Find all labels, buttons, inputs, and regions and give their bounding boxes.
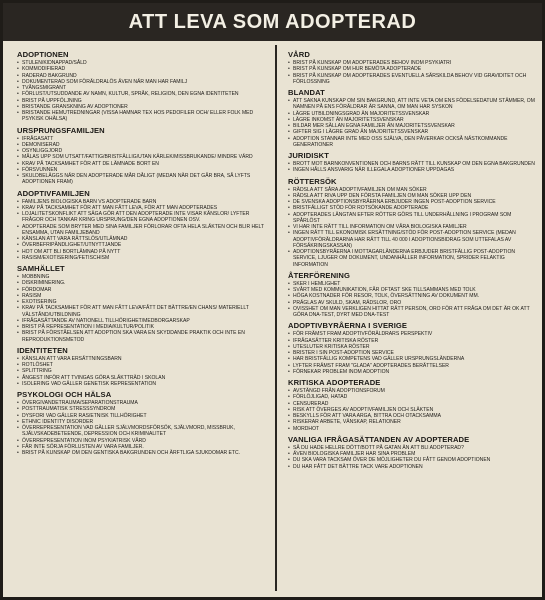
list-item: • FÖRDOMAR [17, 287, 269, 293]
list-item: • DU HAR FÅTT DET BÄTTRE TACK VARE ADOPTIONEN [288, 464, 536, 470]
section-samhallet [17, 264, 269, 343]
bullet-list [288, 331, 536, 375]
list-item: • UTESLUTER KRITISKA RÖSTER [288, 344, 536, 350]
list-item: • IFRÅGASATT [17, 136, 269, 142]
list-item: • FÖRNEKAR PROBLEM INOM ADOPTION [288, 369, 536, 375]
bullet-list [288, 161, 536, 174]
list-item: • BRIST PÅ KUNSKAP OM HUR BEMÖTA ADOPTERADE [288, 66, 536, 72]
list-item: • ETHNIC IDENTITY DISORDER [17, 419, 269, 425]
section-adoptionen [17, 50, 269, 123]
list-item: • DU SKA VARA TACKSAM ÖVER DE MÖJLIGHETER DU FÅTT GENOM ADOPTIONEN [288, 457, 536, 463]
list-item: • HAR BRISTFÄLLIG KOMPETENS VAD GÄLLER URSPRUNGSLÄNDERNA [288, 356, 536, 362]
list-item: • FÖRLÖJLIGAD, HATAD [288, 394, 536, 400]
bullet-list [17, 274, 269, 343]
list-item: • FÅR INTE SÖRJA FÖRLUSTEN AV VARA FAMILJER. [17, 444, 269, 450]
list-item: • DISKRIMINERING. [17, 280, 269, 286]
list-item: • DEMONISERAD [17, 142, 269, 148]
section-heading: VANLIGA IFRÅGASÄTTANDEN AV ADOPTERADE [288, 434, 470, 444]
section-heading: VÅRD [288, 50, 310, 59]
list-item: • TVÅNGSMIGRANT [17, 85, 269, 91]
section-vard [288, 50, 536, 85]
list-item: • SKULDBELÄGGS NÄR DEN ADOPTERADE MÅR DÅLIGT (MEDAN NÄR DET GÅR BRA, SÅ LYFTS ADOPTIONEN FRAM) [17, 173, 269, 186]
bullet-list [17, 136, 269, 186]
list-item: • ÖVERREPRESENTATION INOM PSYKIATRISK VÅRD [17, 438, 269, 444]
list-item: • LÄGRE INKOMST ÄN MAJORITETSSVENSKAR [288, 117, 536, 123]
list-item: • PRÄGLAS AV SKULD, SKAM, RÄDSLOR, ORO [288, 300, 536, 306]
list-item: • OSYNLIGGJORD [17, 148, 269, 154]
list-item: • ÖVERGIVANDETRAUMA/SEPARATIONSTRAUMA [17, 400, 269, 406]
list-item: • KÄNSLAN ATT VARA RÄTTSLÖS/UTLÄMNAD [17, 236, 269, 242]
list-item: • MORDHOT [288, 426, 536, 432]
list-item: • FÖRSVUNNEN [17, 167, 269, 173]
section-heading: IDENTITETEN [17, 345, 68, 355]
list-item: • RISKERAR ARBETE, VÄNSKAP, RELATIONER [288, 419, 536, 425]
list-item: • ADOPTION STANNAR INTE MED OSS SJÄLVA, DEN PÅVERKAR OCKSÅ NÄSTKOMMANDE GENERATIONER [288, 136, 536, 149]
list-item: • KOMMODIFIERAD [17, 66, 269, 72]
list-item: • FÖRLUST/UTSUDDANDE AV NAMN, KULTUR, SPRÅK, RELIGION, DEN EGNA IDENTITETEN [17, 91, 269, 97]
list-item: • BRIST PÅ FÖRSTÅELSEN ATT ADOPTION SKA VARA EN SKYDDANDE PRAKTIK OCH INTE EN REPRODUKTIONSMETOD [17, 330, 269, 343]
bullet-list [17, 60, 269, 123]
list-item: • FAMILJENS BIOLOGISKA BARN VS ADOPTERADE BARN [17, 199, 269, 205]
bullet-list [17, 400, 269, 456]
list-item: • ADOPTERADES LÄNGTAN EFTER RÖTTER GÖRS TILL UNDERHÅLLNING I PROGRAM SOM SPÅRLÖST [288, 212, 536, 225]
title-bar [3, 3, 542, 41]
bullet-list [288, 187, 536, 268]
list-item: • KRAV PÅ TACKSAMHET FÖR ATT MAN FÅTT LEVA/FÅTT DET BÄTTRE/EN CHANS/ MATERIELLT VÄLSTÅND/UTBILDNING [17, 305, 269, 318]
section-adoptivfamiljen [17, 189, 269, 262]
list-item: • MOBBNING [17, 274, 269, 280]
list-item: • ATT SAKNA KUNSKAP OM SIN BAKGRUND, ATT INTE VETA OM ENS FÖDELSEDATUM STÄMMER, OM NAMNEN PÅ ENS FÖRÄLDRAR ÄR SANNA, OM MAN HAR SYSKON [288, 98, 536, 111]
bullet-list [288, 388, 536, 432]
list-item: • AVSTÄNGD FRÅN ADOPTIONSFORUM [288, 388, 536, 394]
list-item: • STULEN/KIDNAPPAD/SÅLD [17, 60, 269, 66]
poster-title: ATT LEVA SOM ADOPTERAD [128, 10, 417, 33]
bullet-list [288, 281, 536, 319]
list-item: • SPLITTRING [17, 368, 269, 374]
list-item: • HOT OM ATT BLI BORTLÄMNAD PÅ NYTT [17, 249, 269, 255]
list-item: • LYFTER FRÄMST FRAM "GLADA" ADOPTERADES BERÄTTELSER [288, 363, 536, 369]
list-item: • BRIST PÅ KUNSKAP OM ADOPTERADES EVENTUELLA SÄRSKILDA BEHOV VID GRAVIDITET OCH FÖRLOSSNING [288, 73, 536, 86]
list-item: • KRAV PÅ TACKSAMHET FÖR ATT DE LÄMNADE BORT EN [17, 161, 269, 167]
list-item: • FÖR FRÄMST FRAM ADOPTIVFÖRÄLDRARS PERSPEKTIV [288, 331, 536, 337]
list-item: • DYSFORI VAD GÄLLER RAS/ETNISK TILLHÖRIGHET [17, 413, 269, 419]
list-item: • DOKUMENTERAD SOM FÖRÄLDRALÖS ÄVEN NÄR MAN HAR FAMILJ [17, 79, 269, 85]
section-aterforening [288, 271, 536, 319]
section-identiteten [17, 346, 269, 387]
section-heading: ADOPTIONEN [17, 50, 69, 59]
bullet-list [288, 98, 536, 148]
list-item: • VI HAR INTE RÄTT TILL INFORMATION OM VÅRA BIOLOGISKA FAMILJER [288, 224, 536, 230]
bullet-list [17, 356, 269, 387]
list-item: • BRISTANDE HEMUTREDNINGAR (VISSA HAMNAR TEX HOS PEDOFILER OCH/ ELLER FOLK MED PSYKISK OHÄLSA) [17, 110, 269, 123]
list-item: • ÄVEN BIOLOGISKA FAMILJER HAR SINA PROBLEM [288, 451, 536, 457]
column-divider [275, 45, 277, 591]
section-heading: RÖTTERSÖK [288, 176, 337, 186]
list-item: • SKER I HEMLIGHET [288, 281, 536, 287]
list-item: • BRISTFÄLLIGT STÖD FÖR ROTSÖKANDE ADOPTERADE [288, 205, 536, 211]
list-item: • RASISM [17, 293, 269, 299]
list-item: • POSTTRAUMATISK STRESSSYNDROM [17, 406, 269, 412]
list-item: • BRISTANDE GRANSKNING AV ADOPTIONER [17, 104, 269, 110]
section-heading: KRITISKA ADOPTERADE [288, 378, 381, 387]
list-item: • KRAV PÅ TACKSAMHET FÖR ATT MAN FÅTT LEVA, FÖR ATT MAN ADOPTERADES [17, 205, 269, 211]
list-item: • RÄDSLA ATT SÅRA ADOPTIVFAMILJEN OM MAN SÖKER [288, 187, 536, 193]
left-column [17, 47, 269, 591]
list-item: • BROTT MOT BARNKONVENTIONEN OCH BARNS RÄTT TILL KUNSKAP OM DEN EGNA BAKGRUNDEN [288, 161, 536, 167]
section-kritiska-adopterade [288, 378, 536, 432]
list-item: • OVISSHET OM MAN VERKLIGEN HITTAT RÄTT PERSON, ORO FÖR ATT FRÅGA OM DET ÄR OK ATT GÖRA DNA-TEST, DYRT MED DNA-TEST [288, 306, 536, 319]
list-item: • BILDAR MER SÄLLAN EGNA FAMILJER ÄN MAJORITETSSVENSKAR [288, 123, 536, 129]
section-adoptivbyraerna-i-sverige [288, 321, 536, 375]
section-ursprungsfamiljen [17, 126, 269, 186]
section-heading: PSYKOLOGI OCH HÄLSA [17, 390, 112, 399]
list-item: • EXOTISERING [17, 299, 269, 305]
bullet-list [17, 199, 269, 262]
list-item: • ÖVERREPRESENTATION VAD GÄLLER SJÄLVMORDSFÖRSÖK, SJÄLVMORD, MISSBRUK, SJÄLVSKADEBETEENDE, DEPRESSION OCH KRIMINALITET [17, 425, 269, 438]
list-item: • BRIST PÅ KUNSKAP OM ADOPTERADES BEHOV INOM PSYKIATRI [288, 60, 536, 66]
list-item: • SVÅRT MED KOMMUNIKATION, FÅR OFTAST SKE TILLSAMMANS MED TOLK [288, 287, 536, 293]
section-heading: SAMHÄLLET [17, 264, 65, 273]
list-item: • GIFTER SIG I LÄGRE GRAD ÄN MAJORITETSSVENSKAR [288, 129, 536, 135]
right-column [288, 47, 536, 591]
list-item: • BRIST PÅ UPPFÖLJNING [17, 98, 269, 104]
list-item: • ÖVERBEFRIPÄNDLIGHET/UTNYTTJANDE [17, 242, 269, 248]
section-heading: BLANDAT [288, 88, 325, 97]
bullet-list [288, 60, 536, 85]
list-item: • DE SVENSKA ADOPTIONSBYRÅERNA ERBJUDER INGEN POST-ADOPTION SERVICE [288, 199, 536, 205]
list-item: • INGEN HÅLLS ANSVARIG NÄR ILLEGALA ADOPTIONER UPPDAGAS [288, 167, 536, 173]
section-blandat [288, 88, 536, 148]
list-item: • HÖGA KOSTNADER FÖR RESOR, TOLK, ÖVERSÄTTNING AV DOKUMENT MM. [288, 293, 536, 299]
section-rottersok [288, 177, 536, 268]
list-item: • RADERAD BAKGRUND [17, 73, 269, 79]
list-item: • RASISM/EXOTISERING/FETISCHISM [17, 255, 269, 261]
list-item: • MÅLAS UPP SOM UTSATT/FATTIG/BRISTFÄLLIG/UTAN KÄRLEK/MISSBRUKANDE/ MINDRE VÄRD [17, 154, 269, 160]
list-item: • ROTLÖSHET [17, 362, 269, 368]
list-item: • ÅNGEST INFÖR ATT TVINGAS GÖRA SLÄKTTRÄD I SKOLAN [17, 375, 269, 381]
list-item: • RISK ATT ÖVERGES AV ADOPTIVFAMILJEN OCH SLÄKTEN [288, 407, 536, 413]
section-heading: ADOPTIVBYRÅERNA I SVERIGE [288, 321, 408, 331]
section-heading: ADOPTIVFAMILJEN [17, 188, 90, 198]
list-item: • BRISTER I SIN POST-ADOPTION SERVICE [288, 350, 536, 356]
list-item: • CENSURERAD [288, 401, 536, 407]
list-item: • BRIST PÅ KUNSKAP OM DEN GENTISKA BAKGRUNDEN OCH ÄRFTLIGA SJUKDOMAR ETC. [17, 450, 269, 456]
list-item: • SÅ DU HADE HELLRE DÖTT/BOTT PÅ GATAN ÄN ATT BLI ADOPTERAD? [288, 445, 536, 451]
list-item: • INGEN RÄTT TILL EKONOMISK ERSÄTTNING/STÖD FÖR POST-ADOPTION SERVICE (MEDAN ADOPTIVFÖRÄLDRARNA HAR RÄTT TILL 40 000 I ADOPTIONSBIDRAG SOM UTTEFALAS AV FÖRSÄKRINGSKASSAN) [288, 230, 536, 249]
list-item: • BESKYLLS FÖR ATT VARA ARGA, BITTRA OCH OTACKSAMMA [288, 413, 536, 419]
list-item: • KÄNSLAN ATT VARA ERSÄTTNINGSBARN [17, 356, 269, 362]
section-vanliga-ifragasattanden-av-adopterade [288, 435, 536, 470]
list-item: • RÄDSLA ATT RIVA UPP DEN FÖRSTA FAMILJEN OM MAN SÖKER UPP DEN [288, 193, 536, 199]
poster [3, 3, 542, 597]
list-item: • LÄGRE UTBILDNINGSGRAD ÄN MAJORITETSSVENSKAR [288, 111, 536, 117]
list-item: • ADOPTIONSBYRÅERNA I MOTTAGARLÄNDERNA ERBJUDER BRISTFÄLLIG POST-ADOPTION SERVICE, LJUGER OM DOKUMENT, UNDANHÅLLER INFORMATION, SPRIDER FELAKTIG INFORMATION [288, 249, 536, 268]
list-item: • LOJALITETSKONFLIKT ATT SÄGA GÖR ATT DEN ADOPTERADE INTE VISAR KÄNSLOR/ LYFTER FRÅGOR OCH TANKAR KRING URSPRUNG/DEN EGNA ADOPTIONEN OSV. [17, 211, 269, 224]
list-item: • ISOLERING VAD GÄLLER GENETISK REPRESENTATION [17, 381, 269, 387]
section-heading: JURIDISKT [288, 151, 329, 160]
list-item: • ADOPTERADE SOM BRYTER MED SINA FAMILJER FÖRLORAR OFTA HELA SLÄKTEN OCH BLIR HELT ENSAMMA, UTAN FAMILJEBAND [17, 224, 269, 237]
bullet-list [288, 445, 536, 470]
section-heading: ÅTERFÖRENING [288, 270, 350, 280]
section-juridiskt [288, 151, 536, 174]
list-item: • BRIST PÅ REPRESENTATION I MEDIA/KULTUR/POLITIK [17, 324, 269, 330]
section-heading: URSPRUNGSFAMILJEN [17, 125, 105, 135]
list-item: • IFRÅGASÄTTER KRITISKA RÖSTER [288, 338, 536, 344]
list-item: • IFRÅGASÄTTANDE AV NATIONELL TILLHÖRIGHET/MEDBORGARSKAP [17, 318, 269, 324]
section-psykologi-och-halsa [17, 390, 269, 456]
